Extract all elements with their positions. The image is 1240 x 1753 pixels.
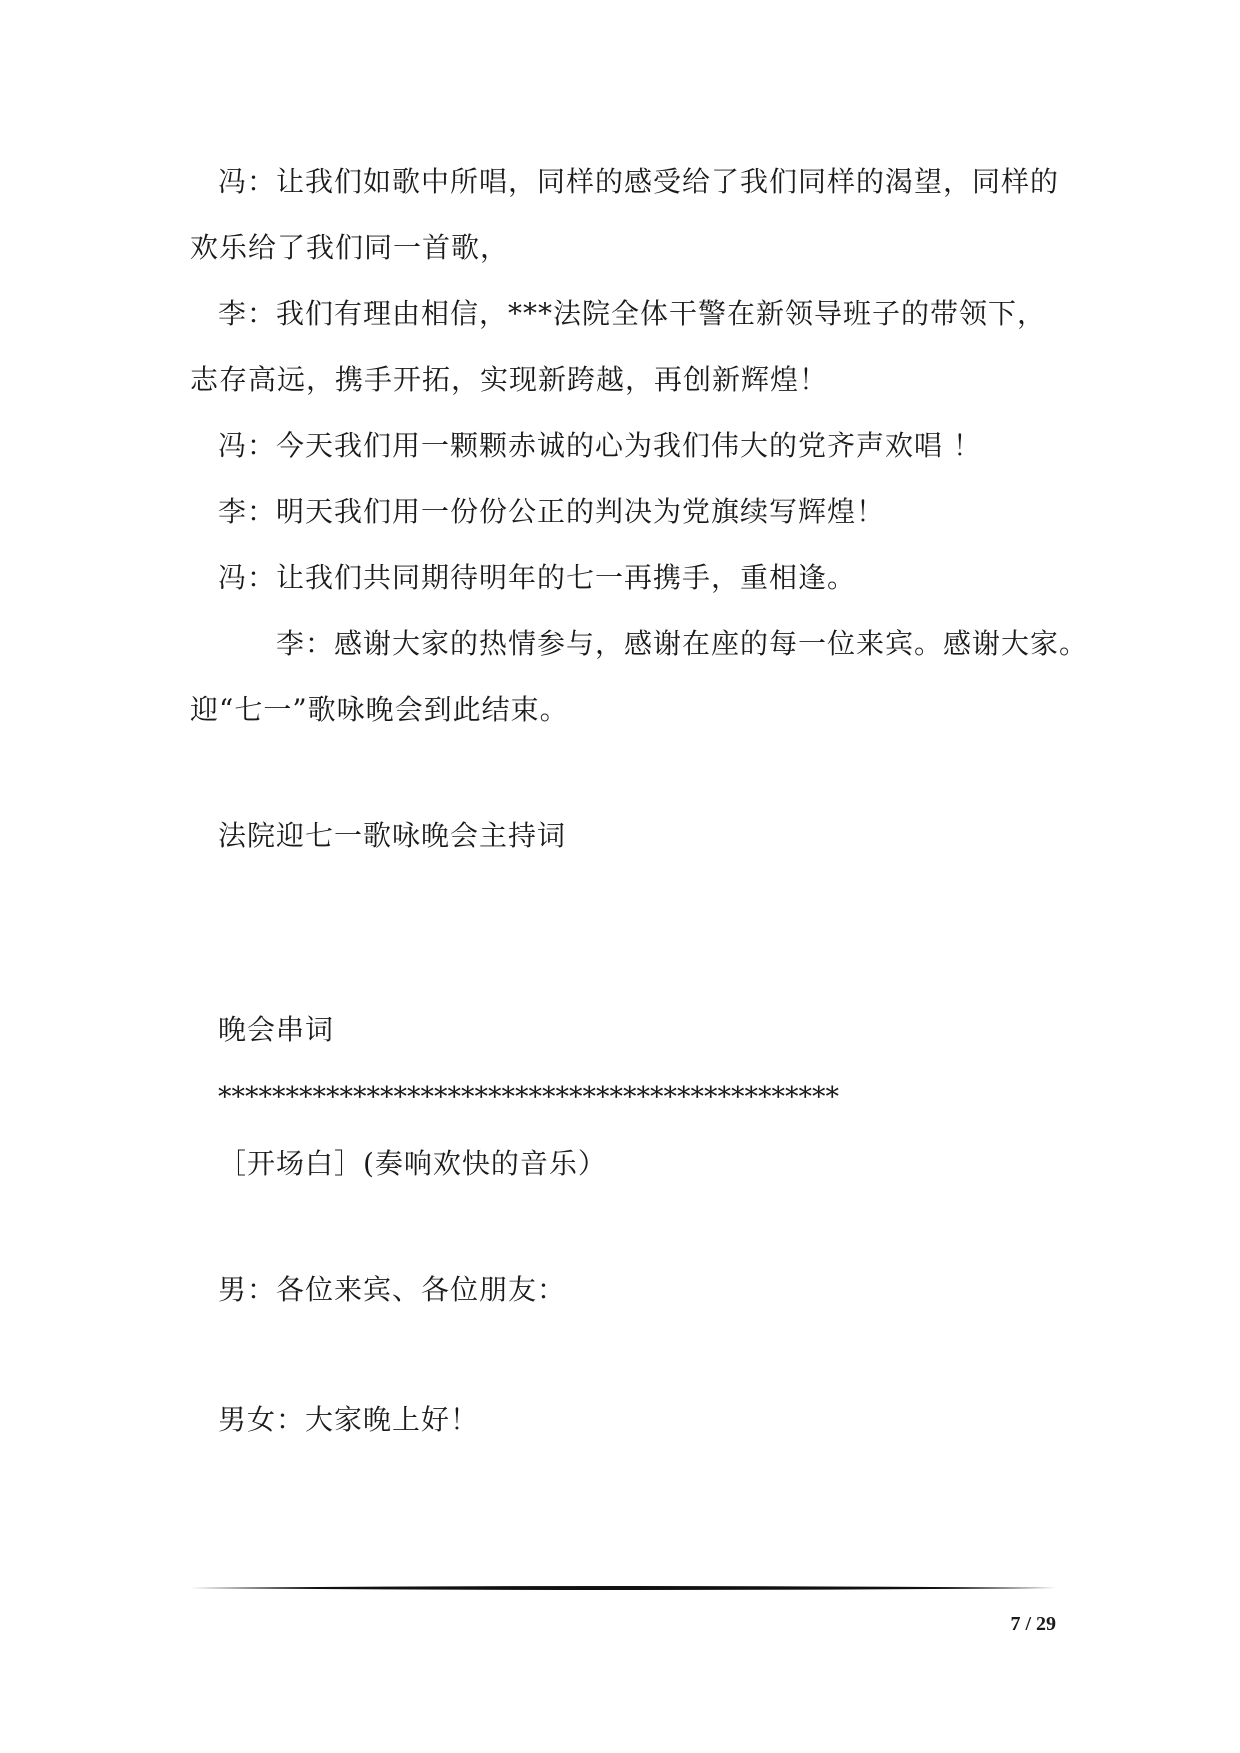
footer-divider: [190, 1585, 1056, 1591]
paragraph-line: 李：明天我们用一份份公正的判决为党旗续写辉煌！: [218, 495, 886, 528]
subsection-title: 晚会串词: [218, 1013, 335, 1046]
paragraph-line: 欢乐给了我们同一首歌，: [190, 231, 510, 264]
paragraph-line: 李：我们有理由相信，***法院全体干警在新领导班子的带领下，: [218, 297, 1047, 330]
page-number: 7 / 29: [1010, 1613, 1056, 1635]
section-title: 法院迎七一歌咏晚会主持词: [218, 819, 567, 852]
separator-stars: **********************************************: [218, 1082, 839, 1113]
paragraph-line: 李：感谢大家的热情参与，感谢在座的每一位来宾。感谢大家。: [276, 627, 1089, 660]
paragraph-line: 男女：大家晚上好！: [218, 1403, 480, 1436]
paragraph-line: ［开场白］(奏响欢快的音乐）: [218, 1147, 607, 1180]
paragraph-line: 冯：今天我们用一颗颗赤诚的心为我们伟大的党齐声欢唱 ！: [218, 429, 982, 462]
paragraph-line: 冯：让我们共同期待明年的七一再携手，重相逢。: [218, 561, 857, 594]
paragraph-line: 迎“七一”歌咏晚会到此结束。: [190, 693, 569, 726]
paragraph-line: 男：各位来宾、各位朋友：: [218, 1273, 567, 1306]
paragraph-line: 志存高远，携手开拓，实现新跨越，再创新辉煌！: [190, 363, 829, 396]
paragraph-line: 冯：让我们如歌中所唱，同样的感受给了我们同样的渴望，同样的: [218, 165, 1060, 198]
